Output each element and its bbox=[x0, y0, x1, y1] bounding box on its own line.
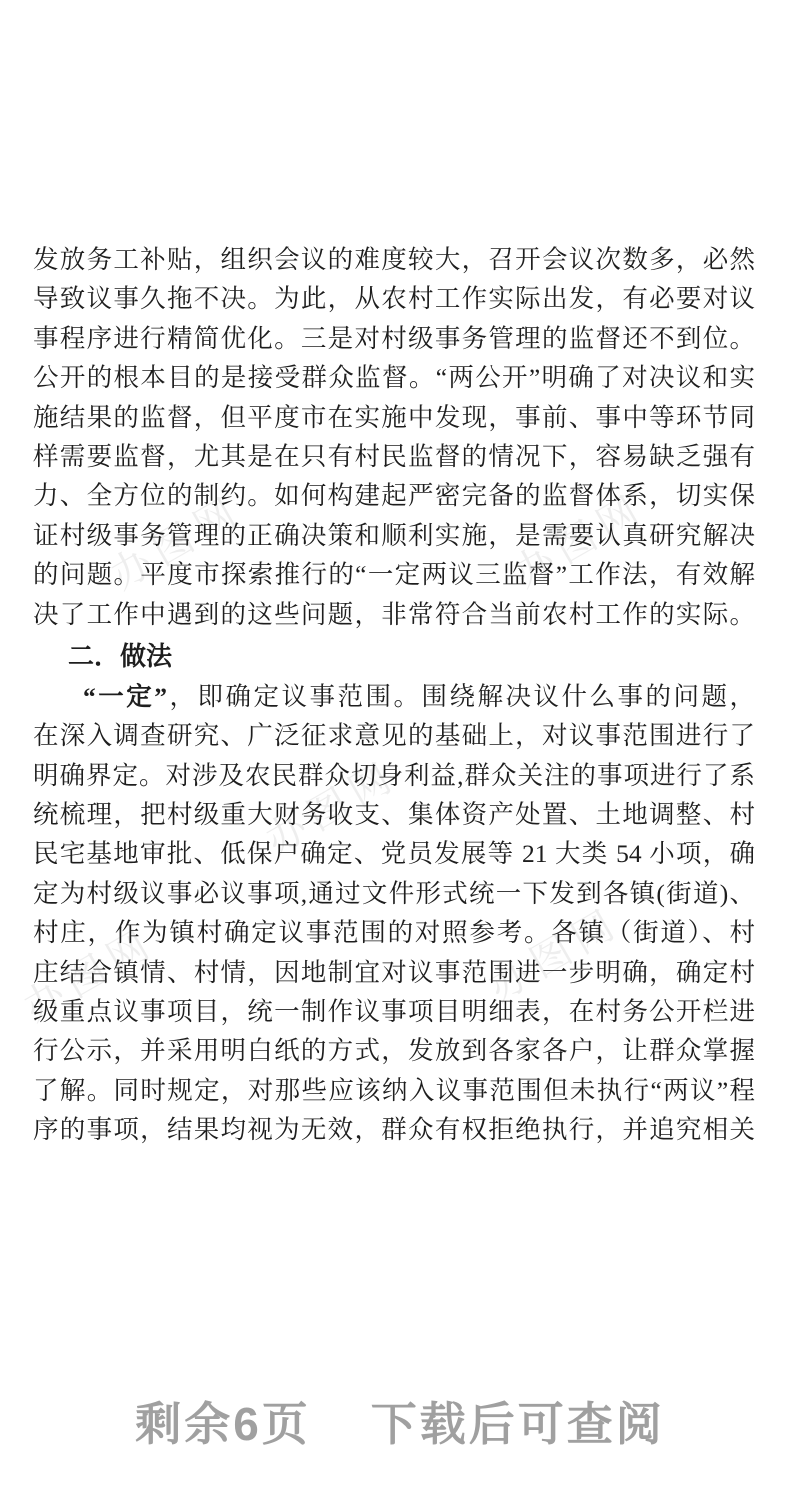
text-line: 发放务工补贴，组织会议的难度较大，召开会议次数多，必然 bbox=[33, 245, 755, 274]
text-line: 证村级事务管理的正确决策和顺利实施，是需要认真研究解决 bbox=[33, 520, 755, 550]
download-hint-label: 下载后可查阅 bbox=[370, 1398, 665, 1450]
paragraph-1 bbox=[33, 240, 755, 634]
watermark-text: 办图网 bbox=[103, 487, 251, 599]
paragraph-lead-rest: ，即确定议事范围。围绕解决议什么事的问题， bbox=[167, 681, 755, 711]
remaining-pages-label: 剩余6页 bbox=[135, 1398, 311, 1450]
text-line: 事程序进行精简优化。三是对村级事务管理的监督还不到位。 bbox=[33, 323, 755, 353]
text-line: 力、全方位的制约。如何构建起严密完备的监督体系，切实保 bbox=[33, 481, 755, 511]
download-banner bbox=[0, 1396, 800, 1452]
text-line: 施结果的监督，但平度市在实施中发现，事前、事中等环节同 bbox=[33, 402, 755, 432]
watermark-text: 办图网 bbox=[16, 919, 164, 1031]
text-line: 定为村级议事必议事项,通过文件形式统一下发到各镇(街道)、 bbox=[33, 878, 755, 908]
document-body bbox=[33, 240, 755, 1150]
text-line: 统梳理，把村级重大财务收支、集体资产处置、土地调整、村 bbox=[33, 800, 755, 830]
text-line bbox=[33, 677, 755, 716]
text-line: 村庄，作为镇村确定议事范围的对照参考。各镇（街道）、村 bbox=[33, 918, 755, 948]
text-line: 公开的根本目的是接受群众监督。“两公开”明确了对决议和实 bbox=[33, 363, 755, 393]
paragraph-2 bbox=[33, 677, 755, 1150]
text-line: 级重点议事项目，统一制作议事项目明细表，在村务公开栏进 bbox=[33, 997, 755, 1027]
text-line: 庄结合镇情、村情，因地制宜对议事范围进一步明确，确定村 bbox=[33, 957, 755, 987]
text-line: 行公示，并采用明白纸的方式，发放到各家各户，让群众掌握 bbox=[33, 1036, 755, 1066]
text-line: 样需要监督，尤其是在只有村民监督的情况下，容易缺乏强有 bbox=[33, 441, 755, 471]
watermark-text: 办图网 bbox=[506, 485, 654, 597]
text-line: 在深入调查研究、广泛征求意见的基础上，对议事范围进行了 bbox=[33, 721, 755, 751]
text-line: 序的事项，结果均视为无效，群众有权拒绝执行，并追究相关 bbox=[33, 1115, 755, 1145]
paragraph-lead: “一定” bbox=[83, 681, 167, 711]
text-line: 明确界定。对涉及农民群众切身利益,群众关注的事项进行了系 bbox=[33, 760, 755, 790]
watermark-text: 办图网 bbox=[481, 899, 629, 1011]
watermark-text: 办图网 bbox=[258, 752, 406, 864]
text-line: 了解。同时规定，对那些应该纳入议事范围但未执行“两议”程 bbox=[33, 1075, 755, 1105]
text-line: 的问题。平度市探索推行的“一定两议三监督”工作法，有效解 bbox=[33, 560, 755, 590]
section-heading: 二．做法 bbox=[68, 641, 173, 671]
paragraph-2-lines bbox=[33, 716, 755, 1149]
text-line: 决了工作中遇到的这些问题，非常符合当前农村工作的实际。 bbox=[33, 599, 755, 629]
text-line: 导致议事久拖不决。为此，从农村工作实际出发，有必要对议 bbox=[33, 284, 755, 314]
text-line: 民宅基地审批、低保户确定、党员发展等 21 大类 54 小项，确 bbox=[33, 839, 755, 869]
